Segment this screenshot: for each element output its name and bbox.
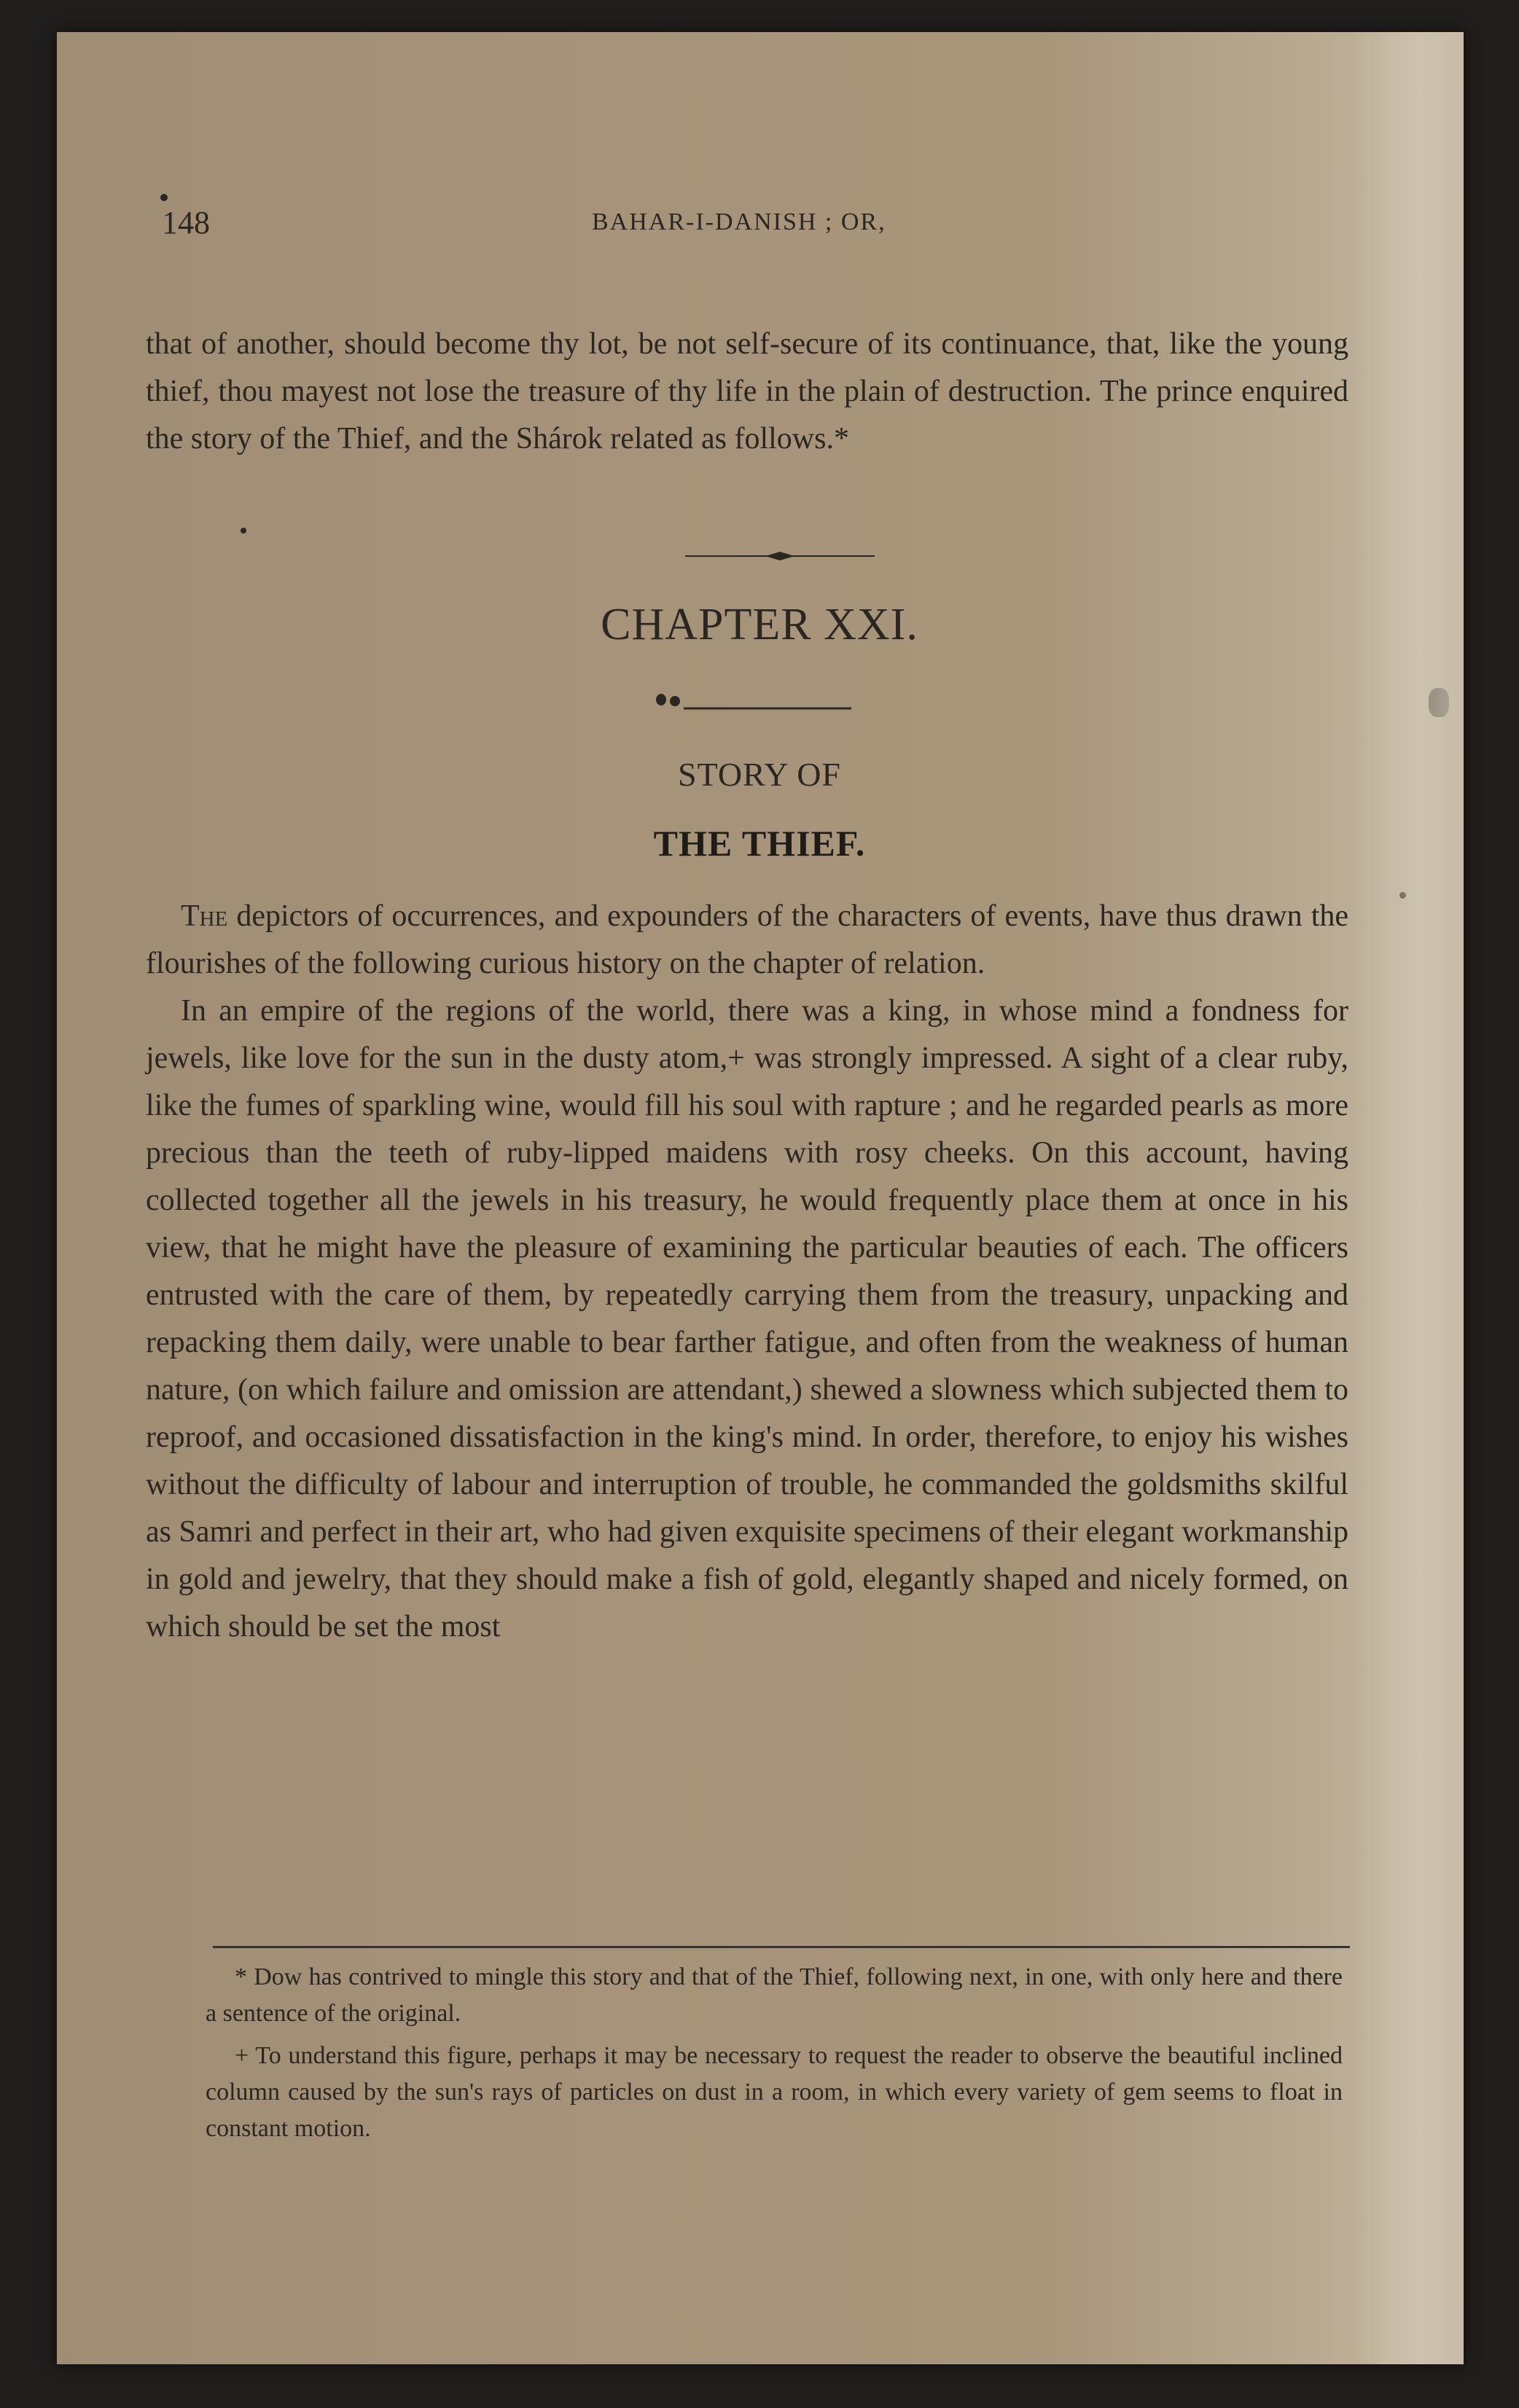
- ink-spot: [1429, 688, 1449, 717]
- running-head: [162, 204, 1343, 248]
- story-heading: STORY OF: [677, 756, 842, 793]
- ink-spot: [160, 194, 168, 201]
- footnote: * Dow has contrived to mingle this story and that of the Thief, following next, in one, with only here and there a sentence of the original.: [206, 1963, 1343, 2027]
- body-paragraph: In an empire of the regions of the world, there was a king, in whose mind a fondness for jewels, like love for the sun in the dusty atom,+ was strongly impressed. A sight of a clear ruby, like the fumes of sparkling wine, would fill his soul with rapture ; and he regarded pearls as more precious than the teeth of ruby-lipped maidens with rosy cheeks. On this account, having collected together all the jewels in his treasury, he would frequently place them at once in his view, that he might have the pleasure of examining the particular beauties of each. The officers entrusted with the care of them, by repeatedly carrying them from the treasury, unpacking and repacking them daily, were unable to bear farther fatigue, and often from the weakness of human nature, (on which failure and omission are attendant,) shewed a slowness which subjected them to reproof, and occasioned dissatisfaction in the king's mind. In order, therefore, to enjoy his wishes without the difficulty of labour and interruption of trouble, he commanded the goldsmiths skilful as Samri and perfect in their art, who had given exquisite specimens of their elegant workmanship in gold and jewelry, that they should make a fish of gold, elegantly shaped and nicely formed, on which should be set the most: [146, 994, 1348, 1643]
- footnotes: [206, 1959, 1343, 2153]
- footnote: + To understand this figure, perhaps it may be necessary to request the reader to observe the beautiful inclined column caused by the sun's rays of particles on dust in a room, in which every variety of gem seems to float in constant motion.: [206, 2042, 1343, 2142]
- story-body: [146, 893, 1348, 1651]
- page-number: 148: [162, 205, 210, 241]
- footnote-rule: [213, 1946, 1350, 1948]
- ink-spot: [656, 694, 666, 705]
- chapter-title: CHAPTER XXI.: [601, 600, 918, 649]
- opening-paragraph: that of another, should become thy lot, be not self-secure of its continuance, that, like the young thief, thou mayest not lose the treasure of thy life in the plain of destruction. The prince enquired the story of the Thief, and the Shárok related as follows.*: [146, 327, 1348, 456]
- story-title: THE THIEF.: [653, 823, 866, 864]
- ink-spot: [241, 528, 246, 533]
- ornament-rule-bottom: [669, 694, 851, 714]
- body-paragraph: [146, 893, 1348, 988]
- ink-spot: [1399, 892, 1406, 899]
- running-title: BAHAR-I-DANISH ; OR,: [592, 208, 886, 235]
- drop-word: The: [181, 899, 228, 933]
- paragraph-text: depictors of occurrences, and expounders of the characters of events, have thus drawn the flourishes of the following curious history on the chapter of relation.: [146, 899, 1348, 980]
- ornament-rule-top: [685, 550, 875, 562]
- opening-text: [146, 321, 1348, 463]
